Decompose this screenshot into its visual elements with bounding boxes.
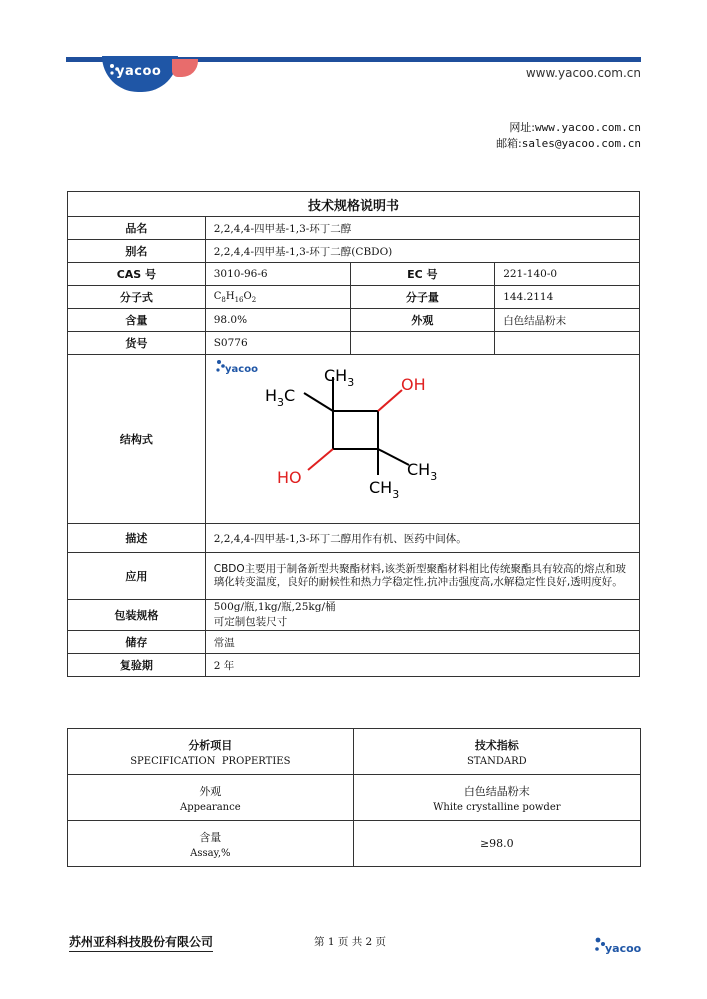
ch3-right-label: $CH_3$ xyxy=(406,460,437,483)
cas-label: CAS 号 xyxy=(68,263,206,286)
website-value[interactable]: www.yacoo.com.cn xyxy=(535,121,641,134)
storage-label: 储存 xyxy=(68,631,206,654)
assay-label: 含量 xyxy=(68,309,206,332)
structure-logo-text: yacoo xyxy=(224,364,258,375)
cas-value: 3010-96-6 xyxy=(205,263,350,286)
ho-label: HO xyxy=(276,468,302,487)
alias-value: 2,2,4,4-四甲基-1,3-环丁二醇(CBDO) xyxy=(205,240,639,263)
email-value[interactable]: sales@yacoo.com.cn xyxy=(521,137,641,150)
header-logo-text: yacoo xyxy=(116,64,162,79)
ch3-top-label: $CH_3$ xyxy=(323,366,354,389)
formula-label: 分子式 xyxy=(68,286,206,309)
appearance-label: 外观 xyxy=(350,309,495,332)
empty-cell xyxy=(495,332,640,355)
footer-company: 苏州亚科科技股份有限公司 xyxy=(69,933,213,952)
retest-value: 2 年 xyxy=(205,654,639,677)
appearance-value: 白色结晶粉末 xyxy=(495,309,640,332)
structure-logo xyxy=(216,360,258,375)
analysis-item: 含量 Assay,% xyxy=(68,821,354,867)
footer-logo-text: yacoo xyxy=(605,942,642,955)
analysis-table xyxy=(67,728,641,867)
ec-label: EC 号 xyxy=(350,263,495,286)
use-label: 应用 xyxy=(68,553,206,600)
mw-label: 分子量 xyxy=(350,286,495,309)
item-label: 货号 xyxy=(68,332,206,355)
h3c-label: $H_3C$ xyxy=(264,386,295,409)
empty-cell xyxy=(350,332,495,355)
table-row xyxy=(68,775,641,821)
spec-table xyxy=(67,191,640,677)
desc-value: 2,2,4,4-四甲基-1,3-环丁二醇用作有机、医药中间体。 xyxy=(205,524,639,553)
alias-label: 别名 xyxy=(68,240,206,263)
retest-label: 复验期 xyxy=(68,654,206,677)
website-label: 网址: xyxy=(509,121,536,134)
formula-value: $C_8H_{16}O_2$ xyxy=(205,286,350,309)
oh-bond-top xyxy=(378,390,402,411)
spec-title: 技术规格说明书 xyxy=(68,192,640,217)
analysis-col2-header: 技术指标 STANDARD xyxy=(353,729,640,775)
analysis-col1-header: 分析项目 SPECIFICATION PROPERTIES xyxy=(68,729,354,775)
contact-block xyxy=(496,120,641,152)
footer-page-number: 第 1 页 共 2 页 xyxy=(314,936,387,948)
pack-value xyxy=(205,600,639,631)
structure-diagram xyxy=(206,355,636,521)
pack-line1: 500g/瓶,1kg/瓶,25kg/桶 xyxy=(213,601,336,613)
analysis-standard: 白色结晶粉末 White crystalline powder xyxy=(353,775,640,821)
header-site-url[interactable]: www.yacoo.com.cn xyxy=(525,66,641,80)
storage-value: 常温 xyxy=(205,631,639,654)
item-value: S0776 xyxy=(205,332,350,355)
mw-value: 144.2114 xyxy=(495,286,640,309)
analysis-standard: ≥98.0 xyxy=(353,821,640,867)
structure-label: 结构式 xyxy=(68,355,206,524)
ec-value: 221-140-0 xyxy=(495,263,640,286)
oh-label: OH xyxy=(400,375,426,394)
pack-line2: 可定制包装尺寸 xyxy=(213,616,288,628)
analysis-item: 外观 Appearance xyxy=(68,775,354,821)
use-value: CBDO主要用于制备新型共聚酯材料,该类新型聚酯材料相比传统聚酯具有较高的熔点和玻璃化转变温度，良好的耐候性和热力学稳定性,抗冲击强度高,水解稳定性良好,透明度好。 xyxy=(205,553,639,600)
footer-logo xyxy=(593,935,643,955)
structure-cell xyxy=(205,355,639,524)
oh-bond-bottom xyxy=(308,449,333,470)
header-logo-accent xyxy=(172,59,198,77)
name-label: 品名 xyxy=(68,217,206,240)
pack-label: 包装规格 xyxy=(68,600,206,631)
ch3-bottom-label: $CH_3$ xyxy=(368,478,399,501)
name-value: 2,2,4,4-四甲基-1,3-环丁二醇 xyxy=(205,217,639,240)
desc-label: 描述 xyxy=(68,524,206,553)
email-label: 邮箱: xyxy=(496,137,522,150)
table-row xyxy=(68,821,641,867)
assay-value: 98.0% xyxy=(205,309,350,332)
